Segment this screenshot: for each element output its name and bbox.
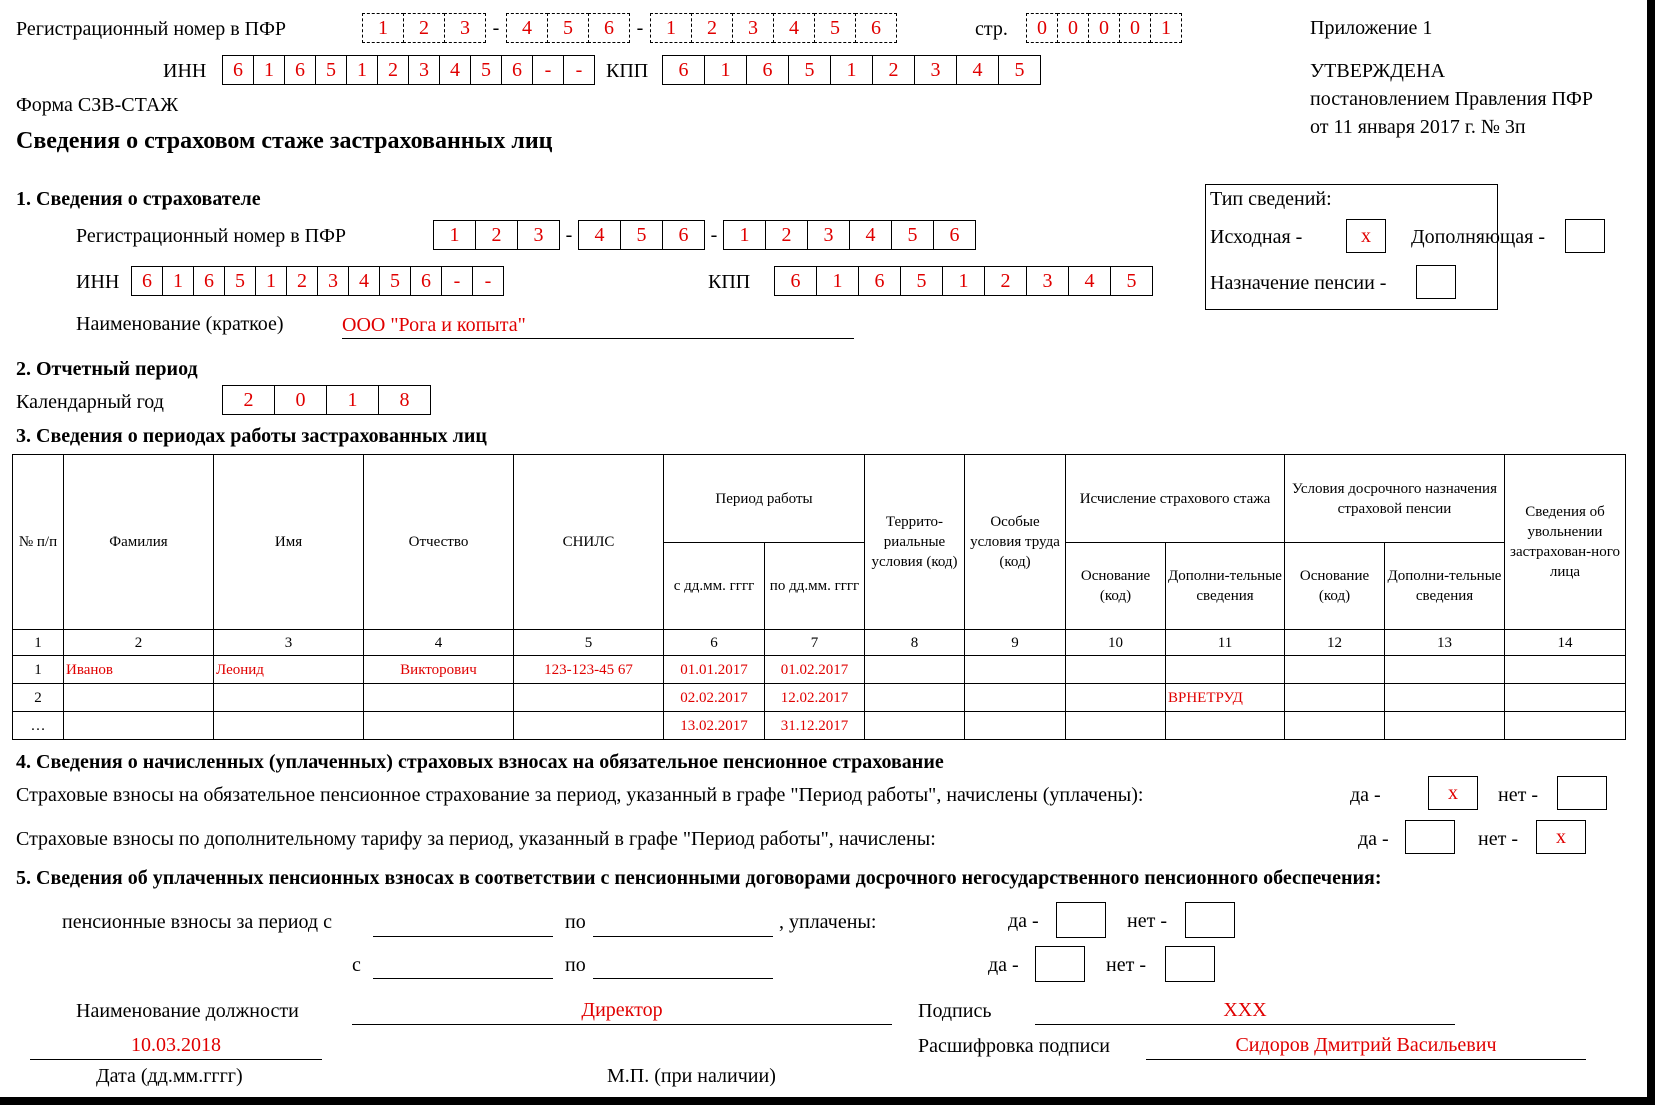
cell-special[interactable] xyxy=(965,712,1066,740)
digit-cell[interactable]: 6 xyxy=(858,266,901,296)
th-early: Условия досрочного назначения страховой пенсии xyxy=(1285,455,1505,543)
s4-line2-no-label: нет - xyxy=(1478,828,1518,850)
th-period: Период работы xyxy=(664,455,865,543)
th-from: с дд.мм. гггг xyxy=(664,543,765,630)
s4-line1: Страховые взносы на обязательное пенсионное страхование за период, указанный в графе "Период работы", начислены (уплачены): xyxy=(16,784,1144,806)
info-type-title: Тип сведений: xyxy=(1210,188,1332,210)
digit-cell[interactable]: 5 xyxy=(224,266,256,296)
digit-cell[interactable]: 6 xyxy=(193,266,225,296)
s5-row2-yes-label: да - xyxy=(988,954,1019,976)
s1-name-value[interactable]: ООО "Рога и копыта" xyxy=(342,312,854,339)
digit-cell[interactable]: 4 xyxy=(849,220,892,250)
digit-cell[interactable]: 6 xyxy=(588,13,630,43)
th-num: № п/п xyxy=(13,455,64,630)
decode-value[interactable]: Сидоров Дмитрий Васильевич xyxy=(1146,1033,1586,1060)
cell-calc-extra[interactable] xyxy=(1166,712,1285,740)
digit-cell[interactable]: 2 xyxy=(691,13,733,43)
info-type-pension-label: Назначение пенсии - xyxy=(1210,272,1387,294)
digit-cell[interactable]: 6 xyxy=(746,55,789,85)
s5-paid-label: , уплачены: xyxy=(779,911,877,933)
digit-cell[interactable]: 4 xyxy=(578,220,621,250)
cell-dismissal[interactable] xyxy=(1505,656,1626,684)
s5-to-label: по xyxy=(565,911,586,933)
digit-cell[interactable]: 6 xyxy=(774,266,817,296)
cell-early-extra[interactable] xyxy=(1385,712,1505,740)
digit-cell[interactable]: 4 xyxy=(439,55,471,85)
digit-cell[interactable]: 1 xyxy=(362,13,404,43)
digit-cell[interactable]: 2 xyxy=(984,266,1027,296)
digit-cell[interactable]: 6 xyxy=(284,55,316,85)
th-patronymic: Отчество xyxy=(364,455,514,630)
s5-period2-to[interactable] xyxy=(593,950,773,979)
col-number: 7 xyxy=(765,630,865,656)
cell-surname[interactable]: Иванов xyxy=(64,656,214,684)
s5-row1-yes-label: да - xyxy=(1008,910,1039,932)
th-early-basis: Основание (код) xyxy=(1285,543,1385,630)
digit-cell[interactable]: 4 xyxy=(956,55,999,85)
cell-snils[interactable] xyxy=(514,712,664,740)
digit-cell[interactable]: 1 xyxy=(650,13,692,43)
digit-cell[interactable]: 2 xyxy=(475,220,518,250)
cell-territory[interactable] xyxy=(865,656,965,684)
cell-from[interactable]: 02.02.2017 xyxy=(664,684,765,712)
signature-label: Подпись xyxy=(918,1000,992,1022)
digit-cell[interactable]: 0 xyxy=(274,385,327,415)
cell-dismissal[interactable] xyxy=(1505,684,1626,712)
cell-to[interactable]: 12.02.2017 xyxy=(765,684,865,712)
digit-cell[interactable]: 0 xyxy=(1026,13,1058,43)
work-periods-table xyxy=(12,454,1626,740)
digit-cell[interactable]: 4 xyxy=(506,13,548,43)
col-number: 11 xyxy=(1166,630,1285,656)
cell-patronymic[interactable]: Викторович xyxy=(364,656,514,684)
digit-cell[interactable]: 2 xyxy=(222,385,275,415)
digit-cell[interactable]: 6 xyxy=(410,266,442,296)
digit-cell[interactable]: 4 xyxy=(1068,266,1111,296)
header-reg-number: 1 2 3 - 4 5 6 - 1 2 3 4 5 6 xyxy=(362,13,897,43)
digit-cell[interactable]: 3 xyxy=(408,55,440,85)
col-number: 3 xyxy=(214,630,364,656)
s1-kpp-label: КПП xyxy=(708,271,751,293)
digit-cell[interactable]: 5 xyxy=(379,266,411,296)
table-row xyxy=(13,656,1626,684)
cell-from[interactable]: 01.01.2017 xyxy=(664,656,765,684)
page-number-label: стр. xyxy=(975,18,1008,40)
cell-patronymic[interactable] xyxy=(364,712,514,740)
digit-cell[interactable]: 3 xyxy=(317,266,349,296)
cell-num[interactable]: … xyxy=(13,712,64,740)
col-number: 6 xyxy=(664,630,765,656)
digit-cell[interactable]: 0 xyxy=(1057,13,1089,43)
col-number: 14 xyxy=(1505,630,1626,656)
s5-row2-yes-box[interactable] xyxy=(1035,946,1085,982)
s1-kpp xyxy=(774,266,1153,296)
digit-cell[interactable]: 1 xyxy=(433,220,476,250)
digit-cell[interactable]: 3 xyxy=(1026,266,1069,296)
digit-cell[interactable]: 4 xyxy=(773,13,815,43)
table-row xyxy=(13,712,1626,740)
digit-cell[interactable]: 1 xyxy=(942,266,985,296)
digit-cell[interactable]: 6 xyxy=(131,266,163,296)
th-name: Имя xyxy=(214,455,364,630)
digit-cell[interactable]: 3 xyxy=(914,55,957,85)
cell-calc-basis[interactable] xyxy=(1066,712,1166,740)
th-to: по дд.мм. гггг xyxy=(765,543,865,630)
digit-cell[interactable]: 5 xyxy=(998,55,1041,85)
th-calc-extra: Дополни-тельные сведения xyxy=(1166,543,1285,630)
s1-inn-label: ИНН xyxy=(76,271,120,293)
digit-cell[interactable]: - xyxy=(532,55,564,85)
th-special: Особые условия труда (код) xyxy=(965,455,1066,630)
form-code: Форма СЗВ-СТАЖ xyxy=(16,94,179,116)
digit-cell[interactable]: 2 xyxy=(403,13,445,43)
cell-calc-basis[interactable] xyxy=(1066,656,1166,684)
s5-period-label: пенсионные взносы за период с xyxy=(62,911,332,933)
cell-to[interactable]: 01.02.2017 xyxy=(765,656,865,684)
position-label: Наименование должности xyxy=(76,1000,299,1022)
col-number: 5 xyxy=(514,630,664,656)
cell-calc-basis[interactable] xyxy=(1066,684,1166,712)
s5-row2-no-box[interactable] xyxy=(1165,946,1215,982)
s4-line2-yes-label: да - xyxy=(1358,828,1389,850)
digit-cell[interactable]: - xyxy=(563,55,595,85)
approved-date: от 11 января 2017 г. № 3п xyxy=(1310,116,1526,138)
cell-surname[interactable] xyxy=(64,712,214,740)
digit-cell[interactable]: 0 xyxy=(1088,13,1120,43)
s5-to-label-2: по xyxy=(565,954,586,976)
digit-cell[interactable]: 1 xyxy=(816,266,859,296)
s1-name-label: Наименование (краткое) xyxy=(76,313,284,335)
s5-row1-yes-box[interactable] xyxy=(1056,902,1106,938)
digit-cell[interactable]: 1 xyxy=(326,385,379,415)
s5-period1-to[interactable] xyxy=(593,908,773,937)
cell-surname[interactable] xyxy=(64,684,214,712)
decode-label: Расшифровка подписи xyxy=(918,1035,1110,1057)
digit-cell[interactable]: 1 xyxy=(830,55,873,85)
digit-cell[interactable]: 4 xyxy=(348,266,380,296)
digit-cell[interactable]: 5 xyxy=(814,13,856,43)
digit-cell[interactable]: 2 xyxy=(765,220,808,250)
digit-cell[interactable]: 5 xyxy=(788,55,831,85)
digit-cell[interactable]: - xyxy=(472,266,504,296)
info-type-initial-label: Исходная - xyxy=(1210,226,1303,248)
position-value[interactable]: Директор xyxy=(352,998,892,1025)
digit-cell[interactable]: 6 xyxy=(662,55,705,85)
s5-period2-from[interactable] xyxy=(373,950,553,979)
s4-line1-no-box[interactable] xyxy=(1557,776,1607,810)
col-number: 13 xyxy=(1385,630,1505,656)
digit-cell[interactable]: 2 xyxy=(872,55,915,85)
s2-year xyxy=(222,385,431,415)
s1-reg-label: Регистрационный номер в ПФР xyxy=(76,225,346,247)
s1-reg-number: 1 2 3 - 4 5 6 - 1 2 3 4 5 6 xyxy=(433,220,976,250)
cell-calc-extra[interactable]: ВРНЕТРУД xyxy=(1166,684,1285,712)
digit-cell[interactable]: 6 xyxy=(933,220,976,250)
s5-period1-from[interactable] xyxy=(373,908,553,937)
col-number: 4 xyxy=(364,630,514,656)
s4-line2-yes-box[interactable] xyxy=(1405,820,1455,854)
s1-inn xyxy=(131,266,504,296)
digit-cell[interactable]: 3 xyxy=(517,220,560,250)
cell-territory[interactable] xyxy=(865,684,965,712)
cell-special[interactable] xyxy=(965,684,1066,712)
s4-line1-yes-label: да - xyxy=(1350,784,1381,806)
signature-value[interactable]: ХХХ xyxy=(1035,998,1455,1025)
header-kpp xyxy=(662,55,1041,85)
digit-cell[interactable]: 1 xyxy=(346,55,378,85)
section1-title: 1. Сведения о страхователе xyxy=(16,188,261,210)
digit-cell[interactable]: 8 xyxy=(378,385,431,415)
section3-title: 3. Сведения о периодах работы застрахованных лиц xyxy=(16,425,487,447)
header-reg-label: Регистрационный номер в ПФР xyxy=(16,18,286,40)
info-type-initial-box[interactable]: x xyxy=(1346,219,1386,253)
digit-cell[interactable]: 5 xyxy=(891,220,934,250)
digit-cell[interactable]: 3 xyxy=(444,13,486,43)
header-inn-label: ИНН xyxy=(163,60,207,82)
th-territory: Террито-риальные условия (код) xyxy=(865,455,965,630)
column-numbers-row xyxy=(13,630,1626,656)
digit-cell[interactable]: 1 xyxy=(723,220,766,250)
digit-cell[interactable]: - xyxy=(441,266,473,296)
digit-cell[interactable]: 0 xyxy=(1119,13,1151,43)
page-number xyxy=(1026,13,1182,43)
digit-cell[interactable]: 6 xyxy=(855,13,897,43)
s5-row1-no-label: нет - xyxy=(1127,910,1167,932)
cell-early-basis[interactable] xyxy=(1285,656,1385,684)
digit-cell[interactable]: 5 xyxy=(1110,266,1153,296)
digit-cell[interactable]: 5 xyxy=(470,55,502,85)
cell-early-basis[interactable] xyxy=(1285,684,1385,712)
section2-title: 2. Отчетный период xyxy=(16,358,198,380)
digit-cell[interactable]: 5 xyxy=(547,13,589,43)
col-number: 2 xyxy=(64,630,214,656)
digit-cell[interactable]: 2 xyxy=(377,55,409,85)
cell-from[interactable]: 13.02.2017 xyxy=(664,712,765,740)
th-snils: СНИЛС xyxy=(514,455,664,630)
digit-cell[interactable]: 6 xyxy=(501,55,533,85)
cell-name[interactable]: Леонид xyxy=(214,656,364,684)
cell-snils[interactable] xyxy=(514,684,664,712)
date-label: Дата (дд.мм.гггг) xyxy=(96,1065,243,1087)
digit-cell[interactable]: 5 xyxy=(620,220,663,250)
section5-title: 5. Сведения об уплаченных пенсионных взносах в соответствии с пенсионными договорами досрочного негосударственного пенсионного обеспечения: xyxy=(16,867,1382,889)
cell-num[interactable]: 2 xyxy=(13,684,64,712)
s4-line1-yes-box[interactable]: x xyxy=(1428,776,1478,810)
cell-calc-extra[interactable] xyxy=(1166,656,1285,684)
col-number: 9 xyxy=(965,630,1066,656)
info-type-supplement-box[interactable] xyxy=(1565,219,1605,253)
s2-year-label: Календарный год xyxy=(16,391,164,413)
approved-label: УТВЕРЖДЕНА xyxy=(1310,60,1446,82)
cell-patronymic[interactable] xyxy=(364,684,514,712)
col-number: 1 xyxy=(13,630,64,656)
stamp-label: М.П. (при наличии) xyxy=(607,1065,776,1087)
cell-to[interactable]: 31.12.2017 xyxy=(765,712,865,740)
col-number: 8 xyxy=(865,630,965,656)
digit-cell[interactable]: 1 xyxy=(1150,13,1182,43)
s4-line2: Страховые взносы по дополнительному тарифу за период, указанный в графе "Период работы", начислены: xyxy=(16,828,936,850)
s5-row2-no-label: нет - xyxy=(1106,954,1146,976)
s4-line1-no-label: нет - xyxy=(1498,784,1538,806)
cell-name[interactable] xyxy=(214,712,364,740)
cell-snils[interactable]: 123-123-45 67 xyxy=(514,656,664,684)
cell-early-basis[interactable] xyxy=(1285,712,1385,740)
digit-cell[interactable]: 3 xyxy=(732,13,774,43)
digit-cell[interactable]: 6 xyxy=(662,220,705,250)
col-number: 12 xyxy=(1285,630,1385,656)
s5-s-label: с xyxy=(352,954,361,976)
cell-dismissal[interactable] xyxy=(1505,712,1626,740)
th-dismissal: Сведения об увольнении застрахован-ного лица xyxy=(1505,455,1626,630)
table-row xyxy=(13,684,1626,712)
form-title: Сведения о страховом стаже застрахованных лиц xyxy=(16,128,553,154)
info-type-pension-box[interactable] xyxy=(1416,265,1456,299)
cell-early-extra[interactable] xyxy=(1385,684,1505,712)
col-number: 10 xyxy=(1066,630,1166,656)
cell-early-extra[interactable] xyxy=(1385,656,1505,684)
date-value[interactable]: 10.03.2018 xyxy=(30,1033,322,1060)
digit-cell[interactable]: 3 xyxy=(807,220,850,250)
digit-cell[interactable]: 1 xyxy=(255,266,287,296)
digit-cell[interactable]: 1 xyxy=(162,266,194,296)
th-calc: Исчисление страхового стажа xyxy=(1066,455,1285,543)
th-calc-basis: Основание (код) xyxy=(1066,543,1166,630)
cell-num[interactable]: 1 xyxy=(13,656,64,684)
section4-title: 4. Сведения о начисленных (уплаченных) страховых взносах на обязательное пенсионное страхование xyxy=(16,751,944,773)
digit-cell[interactable]: 6 xyxy=(222,55,254,85)
appendix-label: Приложение 1 xyxy=(1310,17,1433,39)
cell-name[interactable] xyxy=(214,684,364,712)
cell-territory[interactable] xyxy=(865,712,965,740)
digit-cell[interactable]: 5 xyxy=(315,55,347,85)
digit-cell[interactable]: 2 xyxy=(286,266,318,296)
digit-cell[interactable]: 1 xyxy=(704,55,747,85)
th-surname: Фамилия xyxy=(64,455,214,630)
digit-cell[interactable]: 1 xyxy=(253,55,285,85)
cell-special[interactable] xyxy=(965,656,1066,684)
header-inn xyxy=(222,55,595,85)
header-kpp-label: КПП xyxy=(606,60,649,82)
s4-line2-no-box[interactable]: x xyxy=(1536,820,1586,854)
th-early-extra: Дополни-тельные сведения xyxy=(1385,543,1505,630)
digit-cell[interactable]: 5 xyxy=(900,266,943,296)
info-type-supplement-label: Дополняющая - xyxy=(1411,226,1546,248)
s5-row1-no-box[interactable] xyxy=(1185,902,1235,938)
approved-by: постановлением Правления ПФР xyxy=(1310,88,1593,110)
